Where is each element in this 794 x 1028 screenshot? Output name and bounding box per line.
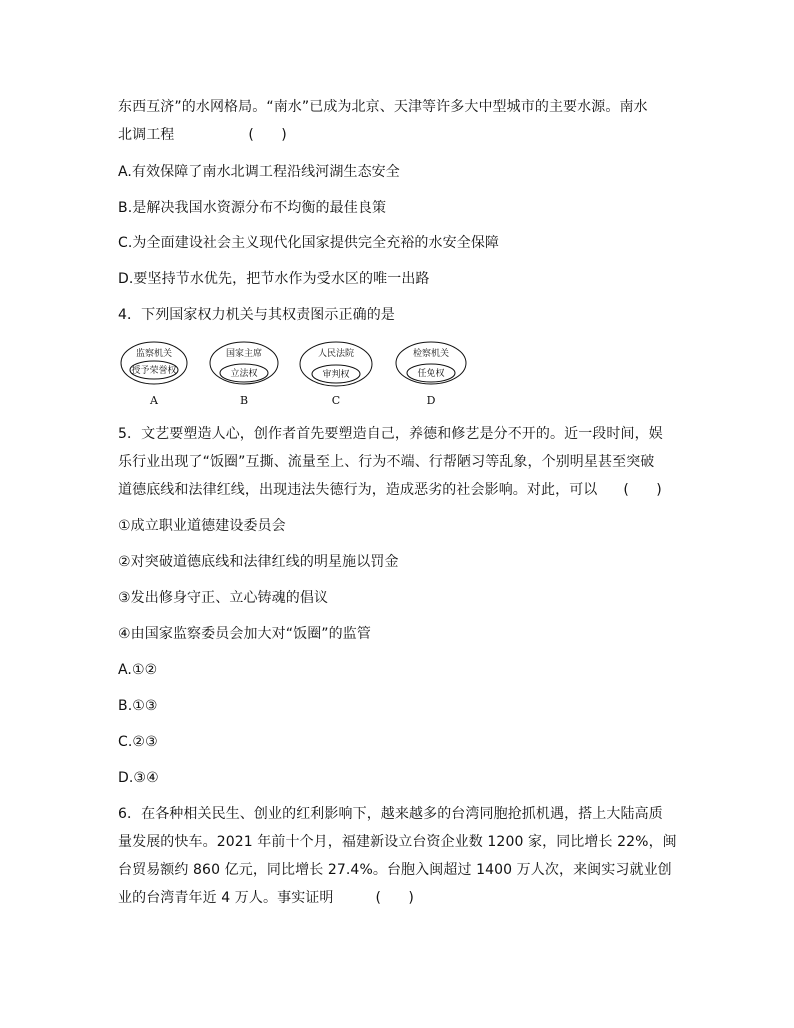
q4-c-inner-label: 审判权 (322, 370, 350, 380)
q3-option-a: A.有效保障了南水北调工程沿线河湖生态安全 (118, 164, 400, 180)
q3-answer-paren: ( ) (248, 127, 287, 143)
q5-option-a: A.①② (118, 662, 158, 678)
q3-option-b: B.是解决我国水资源分布不均衡的最佳良策 (118, 200, 387, 216)
q5-stem-line-3-text: 道德底线和法律红线，出现违法失德行为，造成恶劣的社会影响。对此，可以 (118, 482, 598, 498)
q4-diagram-d (396, 342, 466, 407)
q4-diagram-c (300, 342, 372, 407)
q4-b-inner-label: 立法权 (230, 369, 258, 379)
q4-d-outer-label: 检察机关 (412, 349, 450, 359)
q5-stem-line-1: 5．文艺要塑造人心，创作者首先要塑造自己，养德和修艺是分不开的。近一段时间，娱 (118, 426, 663, 442)
q5-item-1: ①成立职业道德建设委员会 (118, 518, 286, 534)
q6-answer-paren: ( ) (375, 890, 414, 906)
q4-c-outer-label: 人民法院 (317, 349, 355, 359)
q5-answer-paren: ( ) (623, 482, 662, 498)
q4-stem: 4．下列国家权力机关与其权责图示正确的是 (118, 307, 395, 323)
q4-a-inner-label: 授予荣誉权 (131, 366, 177, 376)
q4-b-outer-label: 国家主席 (225, 349, 263, 359)
q4-diagram-b (210, 342, 278, 407)
q3-stem-line-2 (118, 125, 287, 145)
q5-stem-line-3 (118, 480, 662, 500)
q4-d-letter: D (426, 394, 436, 407)
q4-b-letter: B (239, 394, 249, 407)
q4-diagrams (118, 340, 478, 410)
q3-option-d: D.要坚持节水优先，把节水作为受水区的唯一出路 (118, 271, 430, 287)
q6-stem-line-2: 量发展的快车。2021 年前十个月，福建新设立台资企业数 1200 家，同比增长 22%，闽 (118, 834, 677, 850)
q6-stem-line-1: 6．在各种相关民生、创业的红利影响下，越来越多的台湾同胞抢抓机遇，搭上大陆高质 (118, 806, 663, 822)
q5-item-4: ④由国家监察委员会加大对“饭圈”的监管 (118, 626, 371, 642)
q5-item-2: ②对突破道德底线和法律红线的明星施以罚金 (118, 554, 399, 570)
q4-d-inner-label: 任免权 (417, 369, 445, 379)
q4-c-letter: C (331, 394, 341, 407)
q5-option-d: D.③④ (118, 770, 159, 786)
q5-option-c: C.②③ (118, 734, 158, 750)
q6-stem-line-4 (118, 888, 414, 908)
q5-stem-line-2: 乐行业出现了“饭圈”互撕、流量至上、行为不端、行帮陋习等乱象，个别明星甚至突破 (118, 454, 655, 470)
q5-option-b: B.①③ (118, 698, 158, 714)
q3-option-c: C.为全面建设社会主义现代化国家提供完全充裕的水安全保障 (118, 235, 500, 251)
q4-a-letter: A (150, 394, 158, 407)
q4-diagram-a (121, 342, 187, 407)
q5-item-3: ③发出修身守正、立心铸魂的倡议 (118, 590, 329, 606)
q6-stem-line-4-text: 业的台湾青年近 4 万人。事实证明 (118, 890, 334, 906)
q4-a-outer-label: 监察机关 (135, 349, 173, 359)
q6-stem-line-3: 台贸易额约 860 亿元，同比增长 27.4%。台胞入闽超过 1400 万人次，来闽实习就业创 (118, 862, 672, 878)
q3-stem-line-2-text: 北调工程 (118, 127, 175, 143)
q3-stem-line-1: 东西互济”的水网格局。“南水”已成为北京、天津等许多大中型城市的主要水源。南水 (118, 99, 648, 115)
